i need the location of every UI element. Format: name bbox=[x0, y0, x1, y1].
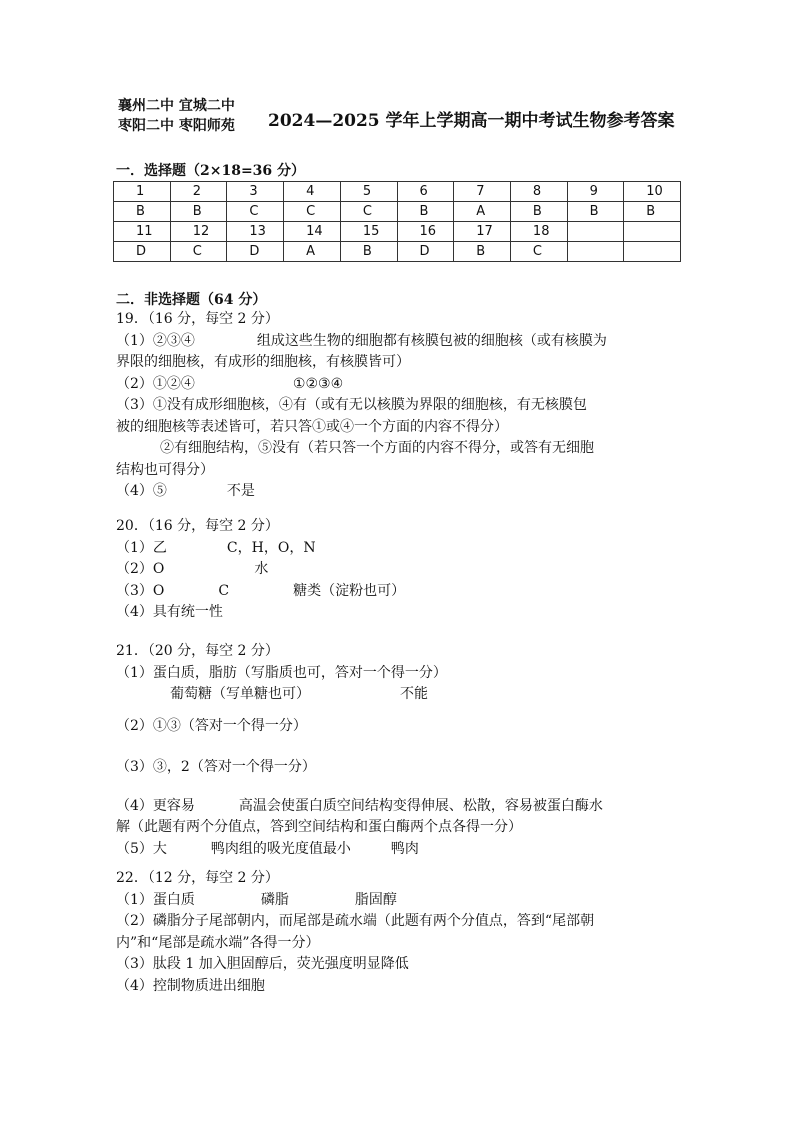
answer-table-row bbox=[114, 222, 681, 242]
q19-l2a: （2）①②④ bbox=[116, 375, 195, 392]
q19-block bbox=[116, 309, 686, 503]
q21-l5c: 鸭肉 bbox=[390, 840, 419, 857]
q20-block bbox=[116, 516, 686, 624]
answer-table-cell: 1 bbox=[114, 182, 171, 202]
answer-table-cell: 3 bbox=[227, 182, 284, 202]
q19-l2b: ①②③④ bbox=[292, 375, 344, 392]
answer-table-cell: C bbox=[510, 242, 567, 262]
answer-table-cell: 4 bbox=[284, 182, 341, 202]
answer-table-cell: B bbox=[170, 202, 227, 222]
q19-line1 bbox=[116, 331, 686, 353]
q21-l1c: 不能 bbox=[400, 686, 428, 702]
q20-line2 bbox=[116, 559, 686, 581]
q19-line4 bbox=[116, 481, 686, 503]
answer-table-cell bbox=[624, 242, 681, 262]
answer-table-cell: 8 bbox=[510, 182, 567, 202]
q21-head: 21．（20 分，每空 2 分） bbox=[116, 643, 279, 659]
q19-head: 19．（16 分，每空 2 分） bbox=[116, 311, 279, 327]
q19-l3d: 结构也可得分） bbox=[116, 461, 214, 478]
answer-table-cell: 18 bbox=[510, 222, 567, 242]
q22-l1a: （1）蛋白质 bbox=[116, 891, 195, 908]
q20-l1b: C，H，O，N bbox=[226, 539, 316, 556]
answer-table-cell: 16 bbox=[397, 222, 454, 242]
answer-table-cell bbox=[567, 222, 624, 242]
answer-table-cell: 17 bbox=[454, 222, 511, 242]
q19-line2 bbox=[116, 374, 686, 396]
q21-line1b bbox=[116, 684, 686, 706]
q21-l1b: 葡萄糖（写单糖也可） bbox=[170, 686, 310, 702]
section2-title: 二．非选择题（64 分） bbox=[116, 292, 267, 308]
answer-table-cell: 11 bbox=[114, 222, 171, 242]
q20-l1a: （1）乙 bbox=[116, 539, 167, 556]
answer-table-cell: B bbox=[340, 242, 397, 262]
school-names bbox=[118, 96, 235, 136]
q21-l2: （2）①③（答对一个得一分） bbox=[116, 717, 307, 734]
q22-l2b: 内”和“尾部是疏水端”各得一分） bbox=[116, 934, 320, 951]
q21-l4a: （4）更容易 bbox=[116, 797, 195, 814]
answer-table-cell: C bbox=[170, 242, 227, 262]
answer-table-cell bbox=[624, 222, 681, 242]
answer-table-cell: B bbox=[397, 202, 454, 222]
q19-l3a: （3）①没有成形细胞核，④有（或有无以核膜为界限的细胞核，有无核膜包 bbox=[116, 397, 587, 413]
answer-table-row bbox=[114, 242, 681, 262]
answer-table-cell: B bbox=[454, 242, 511, 262]
q19-l1c: 界限的细胞核，有成形的细胞核，有核膜皆可） bbox=[116, 354, 410, 370]
answer-table-row bbox=[114, 182, 681, 202]
q20-line1 bbox=[116, 538, 686, 560]
q21-l5a: （5）大 bbox=[116, 840, 167, 857]
q19-l4a: （4）⑤ bbox=[116, 483, 167, 499]
answer-table-cell: 15 bbox=[340, 222, 397, 242]
answer-table-cell: 9 bbox=[567, 182, 624, 202]
q20-l2b: 水 bbox=[254, 561, 269, 577]
q22-l1c: 脂固醇 bbox=[354, 891, 397, 908]
answer-table-cell: A bbox=[284, 242, 341, 262]
q21-block bbox=[116, 641, 686, 860]
school-line-1: 襄州二中 宜城二中 bbox=[118, 98, 235, 114]
q22-line1 bbox=[116, 890, 686, 912]
answer-table bbox=[113, 181, 681, 262]
answer-table-cell: 6 bbox=[397, 182, 454, 202]
answer-table-cell: B bbox=[114, 202, 171, 222]
q20-l3b: C bbox=[218, 582, 230, 599]
q20-l4: （4）具有统一性 bbox=[116, 604, 223, 620]
answer-table-cell: 13 bbox=[227, 222, 284, 242]
q20-head: 20．（16 分，每空 2 分） bbox=[116, 518, 279, 534]
answer-table-cell: 12 bbox=[170, 222, 227, 242]
answer-table-cell: 10 bbox=[624, 182, 681, 202]
q22-l3: （3）肽段 1 加入胆固醇后，荧光强度明显降低 bbox=[116, 956, 409, 972]
answer-table-cell: B bbox=[567, 202, 624, 222]
q19-l3c: ②有细胞结构，⑤没有（若只答一个方面的内容不得分，或答有无细胞 bbox=[160, 440, 594, 456]
q19-l1a: （1）②③④ bbox=[116, 332, 195, 349]
answer-table-cell: C bbox=[227, 202, 284, 222]
answer-table-cell: C bbox=[340, 202, 397, 222]
answer-table-cell: A bbox=[454, 202, 511, 222]
q19-l4b: 不是 bbox=[226, 483, 255, 499]
answer-table-cell: B bbox=[624, 202, 681, 222]
q19-l3b: 被的细胞核等表述皆可，若只答①或④一个方面的内容不得分） bbox=[116, 418, 508, 435]
answer-table-cell: D bbox=[114, 242, 171, 262]
q19-l1b: 组成这些生物的细胞都有核膜包被的细胞核（或有核膜为 bbox=[256, 332, 607, 349]
school-line-2: 枣阳二中 枣阳师苑 bbox=[118, 118, 235, 134]
answer-table-cell: 2 bbox=[170, 182, 227, 202]
answer-table-cell: 7 bbox=[454, 182, 511, 202]
q20-line3 bbox=[116, 581, 686, 603]
answer-table-cell: 5 bbox=[340, 182, 397, 202]
q20-l2a: （2）O bbox=[116, 561, 165, 577]
q20-l3c: 糖类（淀粉也可） bbox=[293, 582, 406, 599]
answer-table-cell bbox=[567, 242, 624, 262]
answer-table-cell: C bbox=[284, 202, 341, 222]
q22-head: 22．（12 分，每空 2 分） bbox=[116, 870, 279, 886]
q22-l1b: 磷脂 bbox=[260, 891, 289, 908]
q21-l4c: 解（此题有两个分值点，答到空间结构和蛋白酶两个点各得一分） bbox=[116, 819, 522, 835]
q20-l3a: （3）O bbox=[116, 582, 165, 599]
q22-l4: （4）控制物质进出细胞 bbox=[116, 977, 265, 994]
answer-table-cell: B bbox=[510, 202, 567, 222]
q22-l2a: （2）磷脂分子尾部朝内，而尾部是疏水端（此题有两个分值点，答到“尾部朝 bbox=[116, 913, 595, 929]
page-title: 2024—2025 学年上学期高一期中考试生物参考答案 bbox=[268, 111, 675, 131]
q21-l5b: 鸭肉组的吸光度值最小 bbox=[210, 840, 351, 857]
q22-block bbox=[116, 868, 686, 997]
section1-title: 一．选择题（2×18=36 分） bbox=[116, 163, 306, 179]
q21-l3: （3）③，2（答对一个得一分） bbox=[116, 759, 316, 775]
q21-l1a: （1）蛋白质，脂肪（写脂质也可，答对一个得一分） bbox=[116, 664, 447, 681]
q21-line5 bbox=[116, 839, 686, 861]
q21-line4 bbox=[116, 796, 686, 818]
answer-table-cell: D bbox=[397, 242, 454, 262]
answer-table-row bbox=[114, 202, 681, 222]
q21-l4b: 高温会使蛋白质空间结构变得伸展、松散，容易被蛋白酶水 bbox=[238, 797, 603, 814]
answer-table-cell: D bbox=[227, 242, 284, 262]
answer-table-cell: 14 bbox=[284, 222, 341, 242]
